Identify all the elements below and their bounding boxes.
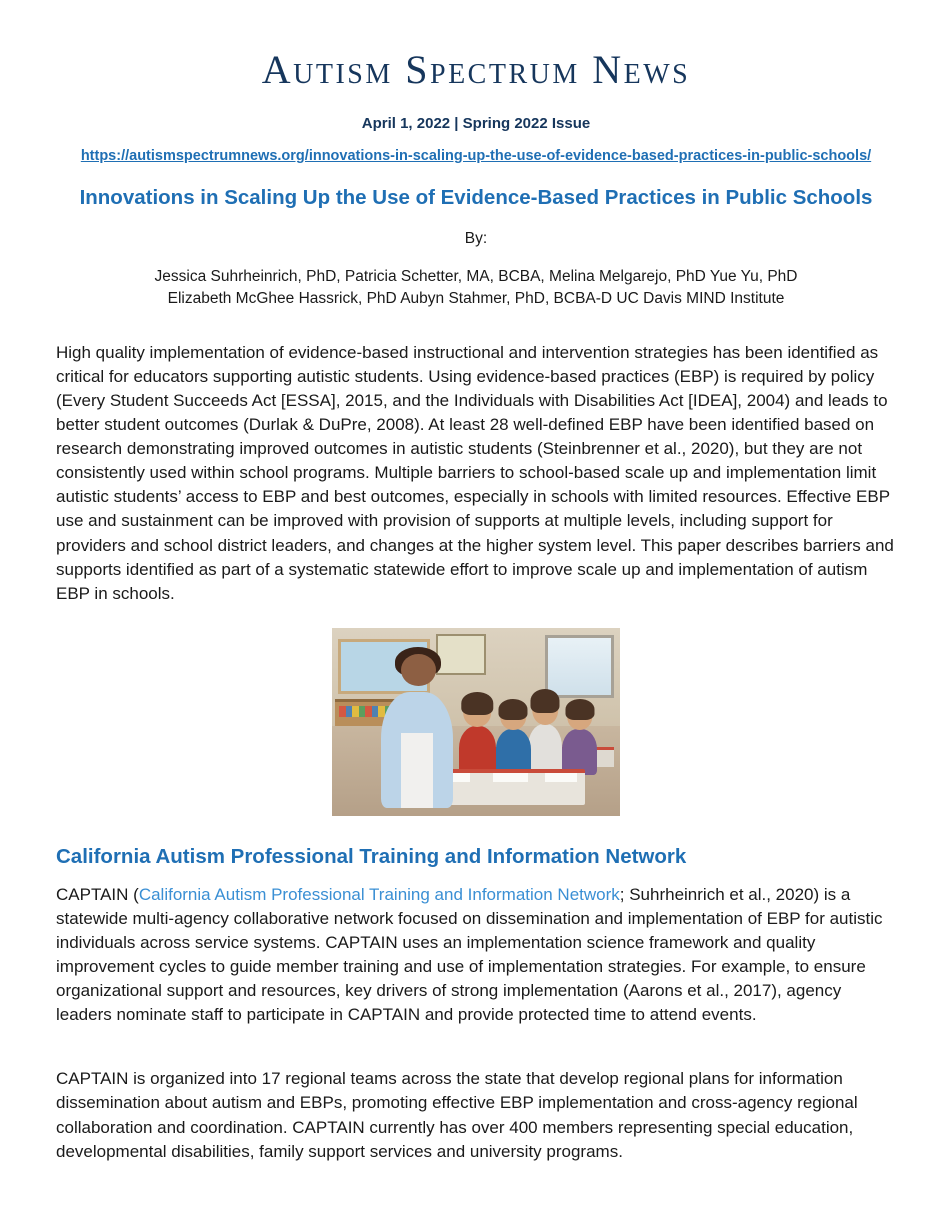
source-url-link[interactable]: https://autismspectrumnews.org/innovations-in-scaling-up-the-use-of-evidence-based-practices-in-public-schools/ — [80, 148, 872, 164]
photo-window — [545, 635, 614, 697]
classroom-photo-image — [332, 628, 620, 816]
issue-date-line: April 1, 2022 | Spring 2022 Issue — [361, 115, 591, 132]
author-line-2: Elizabeth McGhee Hassrick, PhD Aubyn Stahmer, PhD, BCBA-D UC Davis MIND Institute — [167, 290, 785, 308]
section-heading-captain: California Autism Professional Training and Information Network — [56, 844, 687, 868]
author-line-1: Jessica Suhrheinrich, PhD, Patricia Schetter, MA, BCBA, Melina Melgarejo, PhD Yue Yu, PhD — [154, 267, 798, 285]
section-paragraph-1 — [56, 883, 896, 1028]
abstract-paragraph: High quality implementation of evidence-based instructional and intervention strategies has been identified as critical for educators supporting autistic students. Using evidence-based practices (EBP) is required by policy (Every Student Succeeds Act [ESSA], 2015, and the Individuals with Disabilities Act [IDEA], 2004) and leads to better student outcomes (Durlak & DuPre, 2008). At least 28 well-defined EBP have been identified based on research demonstrating improved outcomes in autistic students (Steinbrenner et al., 2020), but they are not consistently used within school programs. Multiple barriers to school-based scale up and implementation limit autistic students’ access to EBP and best outcomes, especially in schools with limited resources. Effective EBP use and sustainment can be improved with provision of supports at multiple levels, including support for providers and school district leaders, and changes at the higher system level. This paper describes barriers and supports identified as part of a systematic statewide effort to improve scale up and implementation of autism EBP in schools. — [56, 342, 894, 603]
masthead-title-text: Autism Spectrum News — [261, 47, 691, 92]
article-title: Innovations in Scaling Up the Use of Evidence-Based Practices in Public Schools — [79, 186, 873, 209]
paragraph-1-pre: CAPTAIN ( — [56, 884, 139, 904]
captain-expansion-link[interactable]: California Autism Professional Training and Information Network — [138, 884, 620, 904]
photo-student-4 — [562, 729, 597, 774]
author-list — [56, 266, 896, 311]
paragraph-1-post: ; Suhrheinrich et al., 2020) is a statewide multi-agency collaborative network focused on dissemination and implementation of EBP for autistic individuals across service systems. CAPTAIN uses an implementation science framework and quality improvement cycles to guide member training and use of implementation strategies. For example, to ensure organizational support and resources, key drivers of strong implementation (Aarons et al., 2017), agency leaders nominate staff to participate in CAPTAIN and provide protected time to attend events. — [56, 884, 883, 1025]
photo-student-3 — [528, 724, 563, 775]
source-url — [56, 147, 896, 165]
photo-worksheet-3 — [545, 773, 577, 782]
byline-label: By: — [464, 229, 488, 247]
section-paragraph-2: CAPTAIN is organized into 17 regional teams across the state that develop regional plans for information dissemination about autism and EBPs, promoting effective EBP implementation and cross-agency regional collaboration and coordination. CAPTAIN currently has over 400 members representing special education, developmental disabilities, family support services and university programs. — [56, 1069, 858, 1161]
photo-student-1 — [459, 726, 496, 775]
classroom-photo — [332, 628, 620, 816]
photo-student-2 — [496, 729, 531, 774]
photo-worksheet-2 — [493, 773, 528, 782]
masthead-title — [56, 0, 896, 92]
photo-teacher-shirt — [401, 733, 433, 808]
photo-teacher-head — [401, 654, 436, 686]
photo-poster — [436, 634, 486, 676]
